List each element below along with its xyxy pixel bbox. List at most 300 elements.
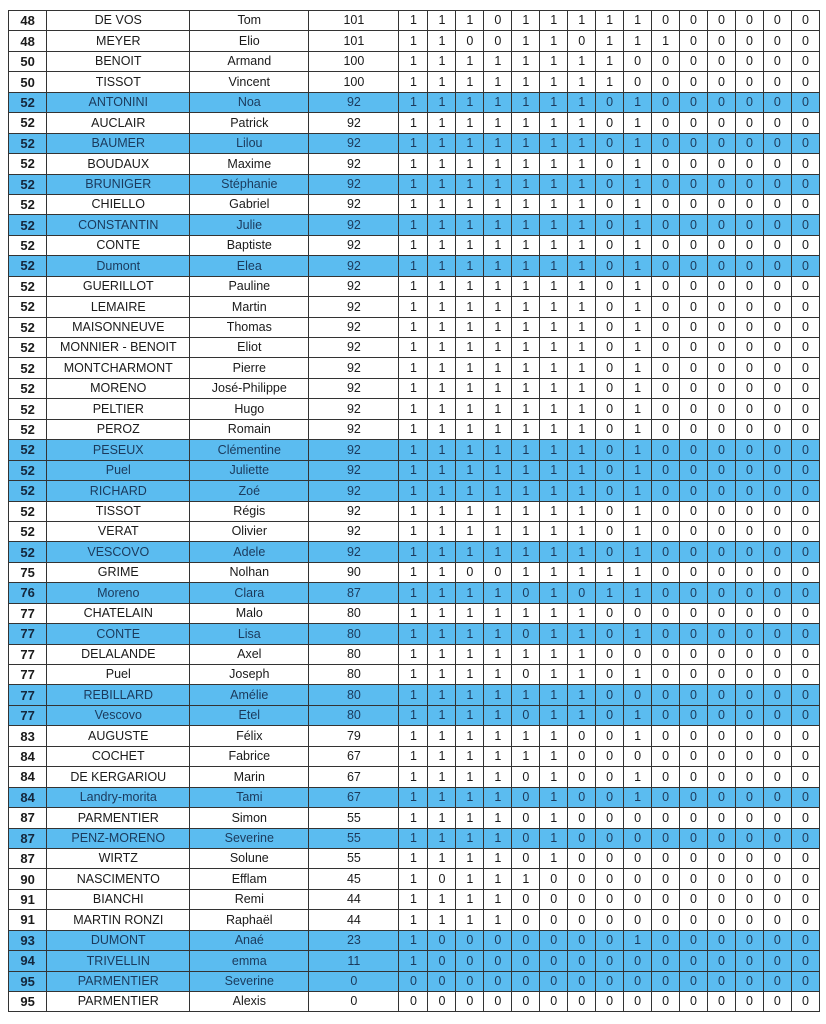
first-name-cell: Thomas xyxy=(190,317,309,337)
round-1-cell: 1 xyxy=(399,378,428,398)
table-row xyxy=(9,930,820,950)
round-11-cell: 0 xyxy=(680,31,708,51)
round-7-cell: 0 xyxy=(568,889,596,909)
round-5-cell: 0 xyxy=(512,951,540,971)
round-5-cell: 1 xyxy=(512,501,540,521)
round-8-cell: 1 xyxy=(596,583,624,603)
first-name-cell: Patrick xyxy=(190,113,309,133)
round-3-cell: 1 xyxy=(456,828,484,848)
round-8-cell: 0 xyxy=(596,440,624,460)
round-4-cell: 1 xyxy=(484,215,512,235)
round-7-cell: 0 xyxy=(568,787,596,807)
total-score-cell: 67 xyxy=(309,746,399,766)
round-2-cell: 1 xyxy=(428,338,456,358)
round-6-cell: 1 xyxy=(540,542,568,562)
round-12-cell: 0 xyxy=(707,194,735,214)
round-13-cell: 0 xyxy=(735,154,763,174)
round-1-cell: 1 xyxy=(399,848,428,868)
round-4-cell: 1 xyxy=(484,787,512,807)
rank-cell: 77 xyxy=(9,685,47,705)
round-7-cell: 0 xyxy=(568,767,596,787)
round-10-cell: 0 xyxy=(652,11,680,31)
round-5-cell: 0 xyxy=(512,930,540,950)
round-3-cell: 1 xyxy=(456,297,484,317)
round-12-cell: 0 xyxy=(707,31,735,51)
round-2-cell: 1 xyxy=(428,174,456,194)
round-13-cell: 0 xyxy=(735,276,763,296)
round-11-cell: 0 xyxy=(680,256,708,276)
round-3-cell: 1 xyxy=(456,51,484,71)
round-3-cell: 1 xyxy=(456,889,484,909)
round-12-cell: 0 xyxy=(707,133,735,153)
rank-cell: 52 xyxy=(9,481,47,501)
first-name-cell: emma xyxy=(190,951,309,971)
round-8-cell: 1 xyxy=(596,51,624,71)
round-5-cell: 1 xyxy=(512,338,540,358)
rank-cell: 52 xyxy=(9,256,47,276)
first-name-cell: Baptiste xyxy=(190,235,309,255)
first-name-cell: Lilou xyxy=(190,133,309,153)
results-table xyxy=(8,10,820,1012)
table-row xyxy=(9,521,820,541)
round-15-cell: 0 xyxy=(791,848,819,868)
first-name-cell: Félix xyxy=(190,726,309,746)
round-1-cell: 1 xyxy=(399,705,428,725)
round-14-cell: 0 xyxy=(763,399,791,419)
round-3-cell: 1 xyxy=(456,72,484,92)
round-15-cell: 0 xyxy=(791,51,819,71)
round-14-cell: 0 xyxy=(763,869,791,889)
round-3-cell: 1 xyxy=(456,276,484,296)
round-11-cell: 0 xyxy=(680,460,708,480)
round-1-cell: 1 xyxy=(399,624,428,644)
round-5-cell: 1 xyxy=(512,358,540,378)
round-10-cell: 0 xyxy=(652,297,680,317)
rank-cell: 95 xyxy=(9,992,47,1012)
last-name-cell: COCHET xyxy=(47,746,190,766)
round-11-cell: 0 xyxy=(680,133,708,153)
round-4-cell: 0 xyxy=(484,31,512,51)
round-5-cell: 0 xyxy=(512,705,540,725)
total-score-cell: 92 xyxy=(309,194,399,214)
total-score-cell: 92 xyxy=(309,133,399,153)
round-5-cell: 1 xyxy=(512,419,540,439)
table-row xyxy=(9,11,820,31)
round-10-cell: 0 xyxy=(652,215,680,235)
table-row xyxy=(9,133,820,153)
round-10-cell: 0 xyxy=(652,951,680,971)
round-4-cell: 1 xyxy=(484,521,512,541)
round-12-cell: 0 xyxy=(707,276,735,296)
round-11-cell: 0 xyxy=(680,542,708,562)
round-2-cell: 1 xyxy=(428,440,456,460)
round-12-cell: 0 xyxy=(707,481,735,501)
round-8-cell: 0 xyxy=(596,951,624,971)
round-12-cell: 0 xyxy=(707,297,735,317)
round-6-cell: 1 xyxy=(540,215,568,235)
round-7-cell: 1 xyxy=(568,705,596,725)
round-5-cell: 0 xyxy=(512,848,540,868)
round-5-cell: 1 xyxy=(512,317,540,337)
round-3-cell: 1 xyxy=(456,419,484,439)
round-8-cell: 0 xyxy=(596,419,624,439)
round-14-cell: 0 xyxy=(763,481,791,501)
last-name-cell: VESCOVO xyxy=(47,542,190,562)
round-9-cell: 0 xyxy=(624,51,652,71)
round-12-cell: 0 xyxy=(707,910,735,930)
round-5-cell: 0 xyxy=(512,624,540,644)
rank-cell: 52 xyxy=(9,317,47,337)
round-2-cell: 1 xyxy=(428,133,456,153)
table-body xyxy=(9,11,820,1012)
round-15-cell: 0 xyxy=(791,787,819,807)
first-name-cell: Martin xyxy=(190,297,309,317)
round-8-cell: 0 xyxy=(596,297,624,317)
round-9-cell: 1 xyxy=(624,297,652,317)
round-11-cell: 0 xyxy=(680,869,708,889)
round-15-cell: 0 xyxy=(791,154,819,174)
round-1-cell: 1 xyxy=(399,276,428,296)
round-14-cell: 0 xyxy=(763,603,791,623)
round-3-cell: 0 xyxy=(456,562,484,582)
round-1-cell: 1 xyxy=(399,889,428,909)
round-14-cell: 0 xyxy=(763,297,791,317)
round-15-cell: 0 xyxy=(791,685,819,705)
round-11-cell: 0 xyxy=(680,92,708,112)
round-8-cell: 0 xyxy=(596,194,624,214)
round-9-cell: 1 xyxy=(624,521,652,541)
round-5-cell: 1 xyxy=(512,521,540,541)
round-1-cell: 1 xyxy=(399,460,428,480)
round-5-cell: 1 xyxy=(512,31,540,51)
first-name-cell: Fabrice xyxy=(190,746,309,766)
round-15-cell: 0 xyxy=(791,92,819,112)
round-7-cell: 1 xyxy=(568,235,596,255)
round-13-cell: 0 xyxy=(735,603,763,623)
round-11-cell: 0 xyxy=(680,215,708,235)
round-9-cell: 1 xyxy=(624,501,652,521)
round-6-cell: 0 xyxy=(540,930,568,950)
round-7-cell: 1 xyxy=(568,174,596,194)
round-2-cell: 1 xyxy=(428,889,456,909)
round-6-cell: 1 xyxy=(540,113,568,133)
round-15-cell: 0 xyxy=(791,235,819,255)
first-name-cell: Etel xyxy=(190,705,309,725)
first-name-cell: Clara xyxy=(190,583,309,603)
round-4-cell: 1 xyxy=(484,603,512,623)
last-name-cell: TISSOT xyxy=(47,72,190,92)
round-14-cell: 0 xyxy=(763,542,791,562)
total-score-cell: 0 xyxy=(309,992,399,1012)
round-5-cell: 0 xyxy=(512,992,540,1012)
round-11-cell: 0 xyxy=(680,440,708,460)
round-12-cell: 0 xyxy=(707,583,735,603)
rank-cell: 48 xyxy=(9,31,47,51)
rank-cell: 94 xyxy=(9,951,47,971)
round-7-cell: 1 xyxy=(568,72,596,92)
round-4-cell: 1 xyxy=(484,194,512,214)
round-8-cell: 0 xyxy=(596,256,624,276)
round-9-cell: 1 xyxy=(624,92,652,112)
last-name-cell: MONTCHARMONT xyxy=(47,358,190,378)
last-name-cell: DE KERGARIOU xyxy=(47,767,190,787)
total-score-cell: 55 xyxy=(309,828,399,848)
round-15-cell: 0 xyxy=(791,971,819,991)
rank-cell: 77 xyxy=(9,705,47,725)
round-6-cell: 1 xyxy=(540,705,568,725)
round-10-cell: 0 xyxy=(652,235,680,255)
total-score-cell: 92 xyxy=(309,481,399,501)
round-14-cell: 0 xyxy=(763,174,791,194)
round-8-cell: 0 xyxy=(596,869,624,889)
round-11-cell: 0 xyxy=(680,685,708,705)
round-1-cell: 1 xyxy=(399,154,428,174)
round-12-cell: 0 xyxy=(707,72,735,92)
round-14-cell: 0 xyxy=(763,726,791,746)
round-8-cell: 0 xyxy=(596,276,624,296)
round-13-cell: 0 xyxy=(735,256,763,276)
round-6-cell: 1 xyxy=(540,31,568,51)
table-row xyxy=(9,624,820,644)
round-9-cell: 1 xyxy=(624,624,652,644)
round-5-cell: 1 xyxy=(512,154,540,174)
round-1-cell: 1 xyxy=(399,92,428,112)
round-13-cell: 0 xyxy=(735,767,763,787)
round-4-cell: 1 xyxy=(484,92,512,112)
round-12-cell: 0 xyxy=(707,501,735,521)
round-11-cell: 0 xyxy=(680,11,708,31)
round-10-cell: 0 xyxy=(652,787,680,807)
first-name-cell: Efflam xyxy=(190,869,309,889)
round-15-cell: 0 xyxy=(791,562,819,582)
round-12-cell: 0 xyxy=(707,767,735,787)
table-row xyxy=(9,971,820,991)
round-15-cell: 0 xyxy=(791,808,819,828)
round-12-cell: 0 xyxy=(707,521,735,541)
round-10-cell: 0 xyxy=(652,746,680,766)
round-5-cell: 1 xyxy=(512,869,540,889)
round-2-cell: 1 xyxy=(428,378,456,398)
round-10-cell: 0 xyxy=(652,910,680,930)
round-6-cell: 1 xyxy=(540,562,568,582)
rank-cell: 52 xyxy=(9,338,47,358)
round-14-cell: 0 xyxy=(763,154,791,174)
round-3-cell: 0 xyxy=(456,31,484,51)
round-3-cell: 1 xyxy=(456,460,484,480)
round-3-cell: 1 xyxy=(456,133,484,153)
round-10-cell: 0 xyxy=(652,501,680,521)
round-13-cell: 0 xyxy=(735,215,763,235)
round-14-cell: 0 xyxy=(763,133,791,153)
round-12-cell: 0 xyxy=(707,951,735,971)
total-score-cell: 101 xyxy=(309,11,399,31)
round-3-cell: 1 xyxy=(456,787,484,807)
round-6-cell: 1 xyxy=(540,11,568,31)
round-13-cell: 0 xyxy=(735,92,763,112)
round-3-cell: 1 xyxy=(456,92,484,112)
round-1-cell: 1 xyxy=(399,685,428,705)
round-10-cell: 0 xyxy=(652,51,680,71)
total-score-cell: 87 xyxy=(309,583,399,603)
round-13-cell: 0 xyxy=(735,644,763,664)
table-row xyxy=(9,174,820,194)
rank-cell: 52 xyxy=(9,174,47,194)
round-4-cell: 0 xyxy=(484,562,512,582)
round-10-cell: 0 xyxy=(652,460,680,480)
round-9-cell: 1 xyxy=(624,419,652,439)
round-2-cell: 1 xyxy=(428,297,456,317)
round-9-cell: 1 xyxy=(624,31,652,51)
round-3-cell: 1 xyxy=(456,113,484,133)
last-name-cell: CONTE xyxy=(47,624,190,644)
round-13-cell: 0 xyxy=(735,113,763,133)
round-4-cell: 1 xyxy=(484,317,512,337)
round-9-cell: 1 xyxy=(624,256,652,276)
round-5-cell: 1 xyxy=(512,481,540,501)
round-1-cell: 1 xyxy=(399,951,428,971)
round-5-cell: 0 xyxy=(512,971,540,991)
round-14-cell: 0 xyxy=(763,256,791,276)
table-row xyxy=(9,460,820,480)
round-15-cell: 0 xyxy=(791,583,819,603)
round-6-cell: 0 xyxy=(540,889,568,909)
round-10-cell: 0 xyxy=(652,113,680,133)
round-3-cell: 0 xyxy=(456,930,484,950)
round-9-cell: 0 xyxy=(624,828,652,848)
round-12-cell: 0 xyxy=(707,154,735,174)
table-row xyxy=(9,542,820,562)
rank-cell: 84 xyxy=(9,746,47,766)
round-4-cell: 1 xyxy=(484,828,512,848)
round-8-cell: 0 xyxy=(596,644,624,664)
rank-cell: 52 xyxy=(9,501,47,521)
last-name-cell: BRUNIGER xyxy=(47,174,190,194)
round-8-cell: 0 xyxy=(596,828,624,848)
round-2-cell: 1 xyxy=(428,358,456,378)
round-13-cell: 0 xyxy=(735,399,763,419)
round-12-cell: 0 xyxy=(707,787,735,807)
round-11-cell: 0 xyxy=(680,235,708,255)
round-8-cell: 1 xyxy=(596,11,624,31)
rank-cell: 52 xyxy=(9,297,47,317)
round-3-cell: 1 xyxy=(456,869,484,889)
round-2-cell: 1 xyxy=(428,399,456,419)
round-6-cell: 1 xyxy=(540,665,568,685)
last-name-cell: TRIVELLIN xyxy=(47,951,190,971)
round-10-cell: 0 xyxy=(652,603,680,623)
last-name-cell: CHATELAIN xyxy=(47,603,190,623)
round-15-cell: 0 xyxy=(791,11,819,31)
round-13-cell: 0 xyxy=(735,685,763,705)
round-2-cell: 0 xyxy=(428,951,456,971)
round-14-cell: 0 xyxy=(763,971,791,991)
table-row xyxy=(9,726,820,746)
round-13-cell: 0 xyxy=(735,358,763,378)
table-row xyxy=(9,378,820,398)
round-15-cell: 0 xyxy=(791,889,819,909)
round-14-cell: 0 xyxy=(763,521,791,541)
round-1-cell: 1 xyxy=(399,338,428,358)
round-10-cell: 0 xyxy=(652,992,680,1012)
round-12-cell: 0 xyxy=(707,378,735,398)
round-2-cell: 1 xyxy=(428,746,456,766)
round-1-cell: 1 xyxy=(399,542,428,562)
round-1-cell: 1 xyxy=(399,256,428,276)
total-score-cell: 92 xyxy=(309,297,399,317)
table-row xyxy=(9,31,820,51)
round-8-cell: 0 xyxy=(596,787,624,807)
round-11-cell: 0 xyxy=(680,338,708,358)
round-10-cell: 0 xyxy=(652,808,680,828)
round-3-cell: 1 xyxy=(456,235,484,255)
round-5-cell: 0 xyxy=(512,665,540,685)
rank-cell: 50 xyxy=(9,72,47,92)
round-7-cell: 0 xyxy=(568,746,596,766)
rank-cell: 52 xyxy=(9,113,47,133)
round-11-cell: 0 xyxy=(680,930,708,950)
round-10-cell: 0 xyxy=(652,767,680,787)
round-6-cell: 1 xyxy=(540,399,568,419)
round-12-cell: 0 xyxy=(707,705,735,725)
round-10-cell: 0 xyxy=(652,338,680,358)
round-4-cell: 1 xyxy=(484,256,512,276)
round-15-cell: 0 xyxy=(791,378,819,398)
round-9-cell: 1 xyxy=(624,11,652,31)
first-name-cell: Hugo xyxy=(190,399,309,419)
round-15-cell: 0 xyxy=(791,869,819,889)
round-7-cell: 0 xyxy=(568,910,596,930)
first-name-cell: Adele xyxy=(190,542,309,562)
round-9-cell: 1 xyxy=(624,726,652,746)
round-1-cell: 1 xyxy=(399,583,428,603)
round-8-cell: 0 xyxy=(596,501,624,521)
round-15-cell: 0 xyxy=(791,521,819,541)
round-12-cell: 0 xyxy=(707,358,735,378)
round-2-cell: 1 xyxy=(428,460,456,480)
round-1-cell: 1 xyxy=(399,358,428,378)
first-name-cell: Solune xyxy=(190,848,309,868)
round-12-cell: 0 xyxy=(707,726,735,746)
round-5-cell: 1 xyxy=(512,235,540,255)
round-10-cell: 0 xyxy=(652,276,680,296)
last-name-cell: Dumont xyxy=(47,256,190,276)
round-14-cell: 0 xyxy=(763,848,791,868)
round-15-cell: 0 xyxy=(791,256,819,276)
round-11-cell: 0 xyxy=(680,154,708,174)
round-1-cell: 1 xyxy=(399,746,428,766)
round-2-cell: 1 xyxy=(428,767,456,787)
table-row xyxy=(9,72,820,92)
round-10-cell: 0 xyxy=(652,174,680,194)
round-14-cell: 0 xyxy=(763,235,791,255)
rank-cell: 52 xyxy=(9,92,47,112)
rank-cell: 77 xyxy=(9,624,47,644)
round-10-cell: 0 xyxy=(652,72,680,92)
round-13-cell: 0 xyxy=(735,624,763,644)
round-11-cell: 0 xyxy=(680,481,708,501)
rank-cell: 52 xyxy=(9,194,47,214)
first-name-cell: Clémentine xyxy=(190,440,309,460)
round-15-cell: 0 xyxy=(791,665,819,685)
round-4-cell: 1 xyxy=(484,358,512,378)
round-9-cell: 0 xyxy=(624,951,652,971)
rank-cell: 93 xyxy=(9,930,47,950)
round-15-cell: 0 xyxy=(791,174,819,194)
round-11-cell: 0 xyxy=(680,828,708,848)
round-6-cell: 1 xyxy=(540,460,568,480)
round-2-cell: 1 xyxy=(428,154,456,174)
round-11-cell: 0 xyxy=(680,113,708,133)
